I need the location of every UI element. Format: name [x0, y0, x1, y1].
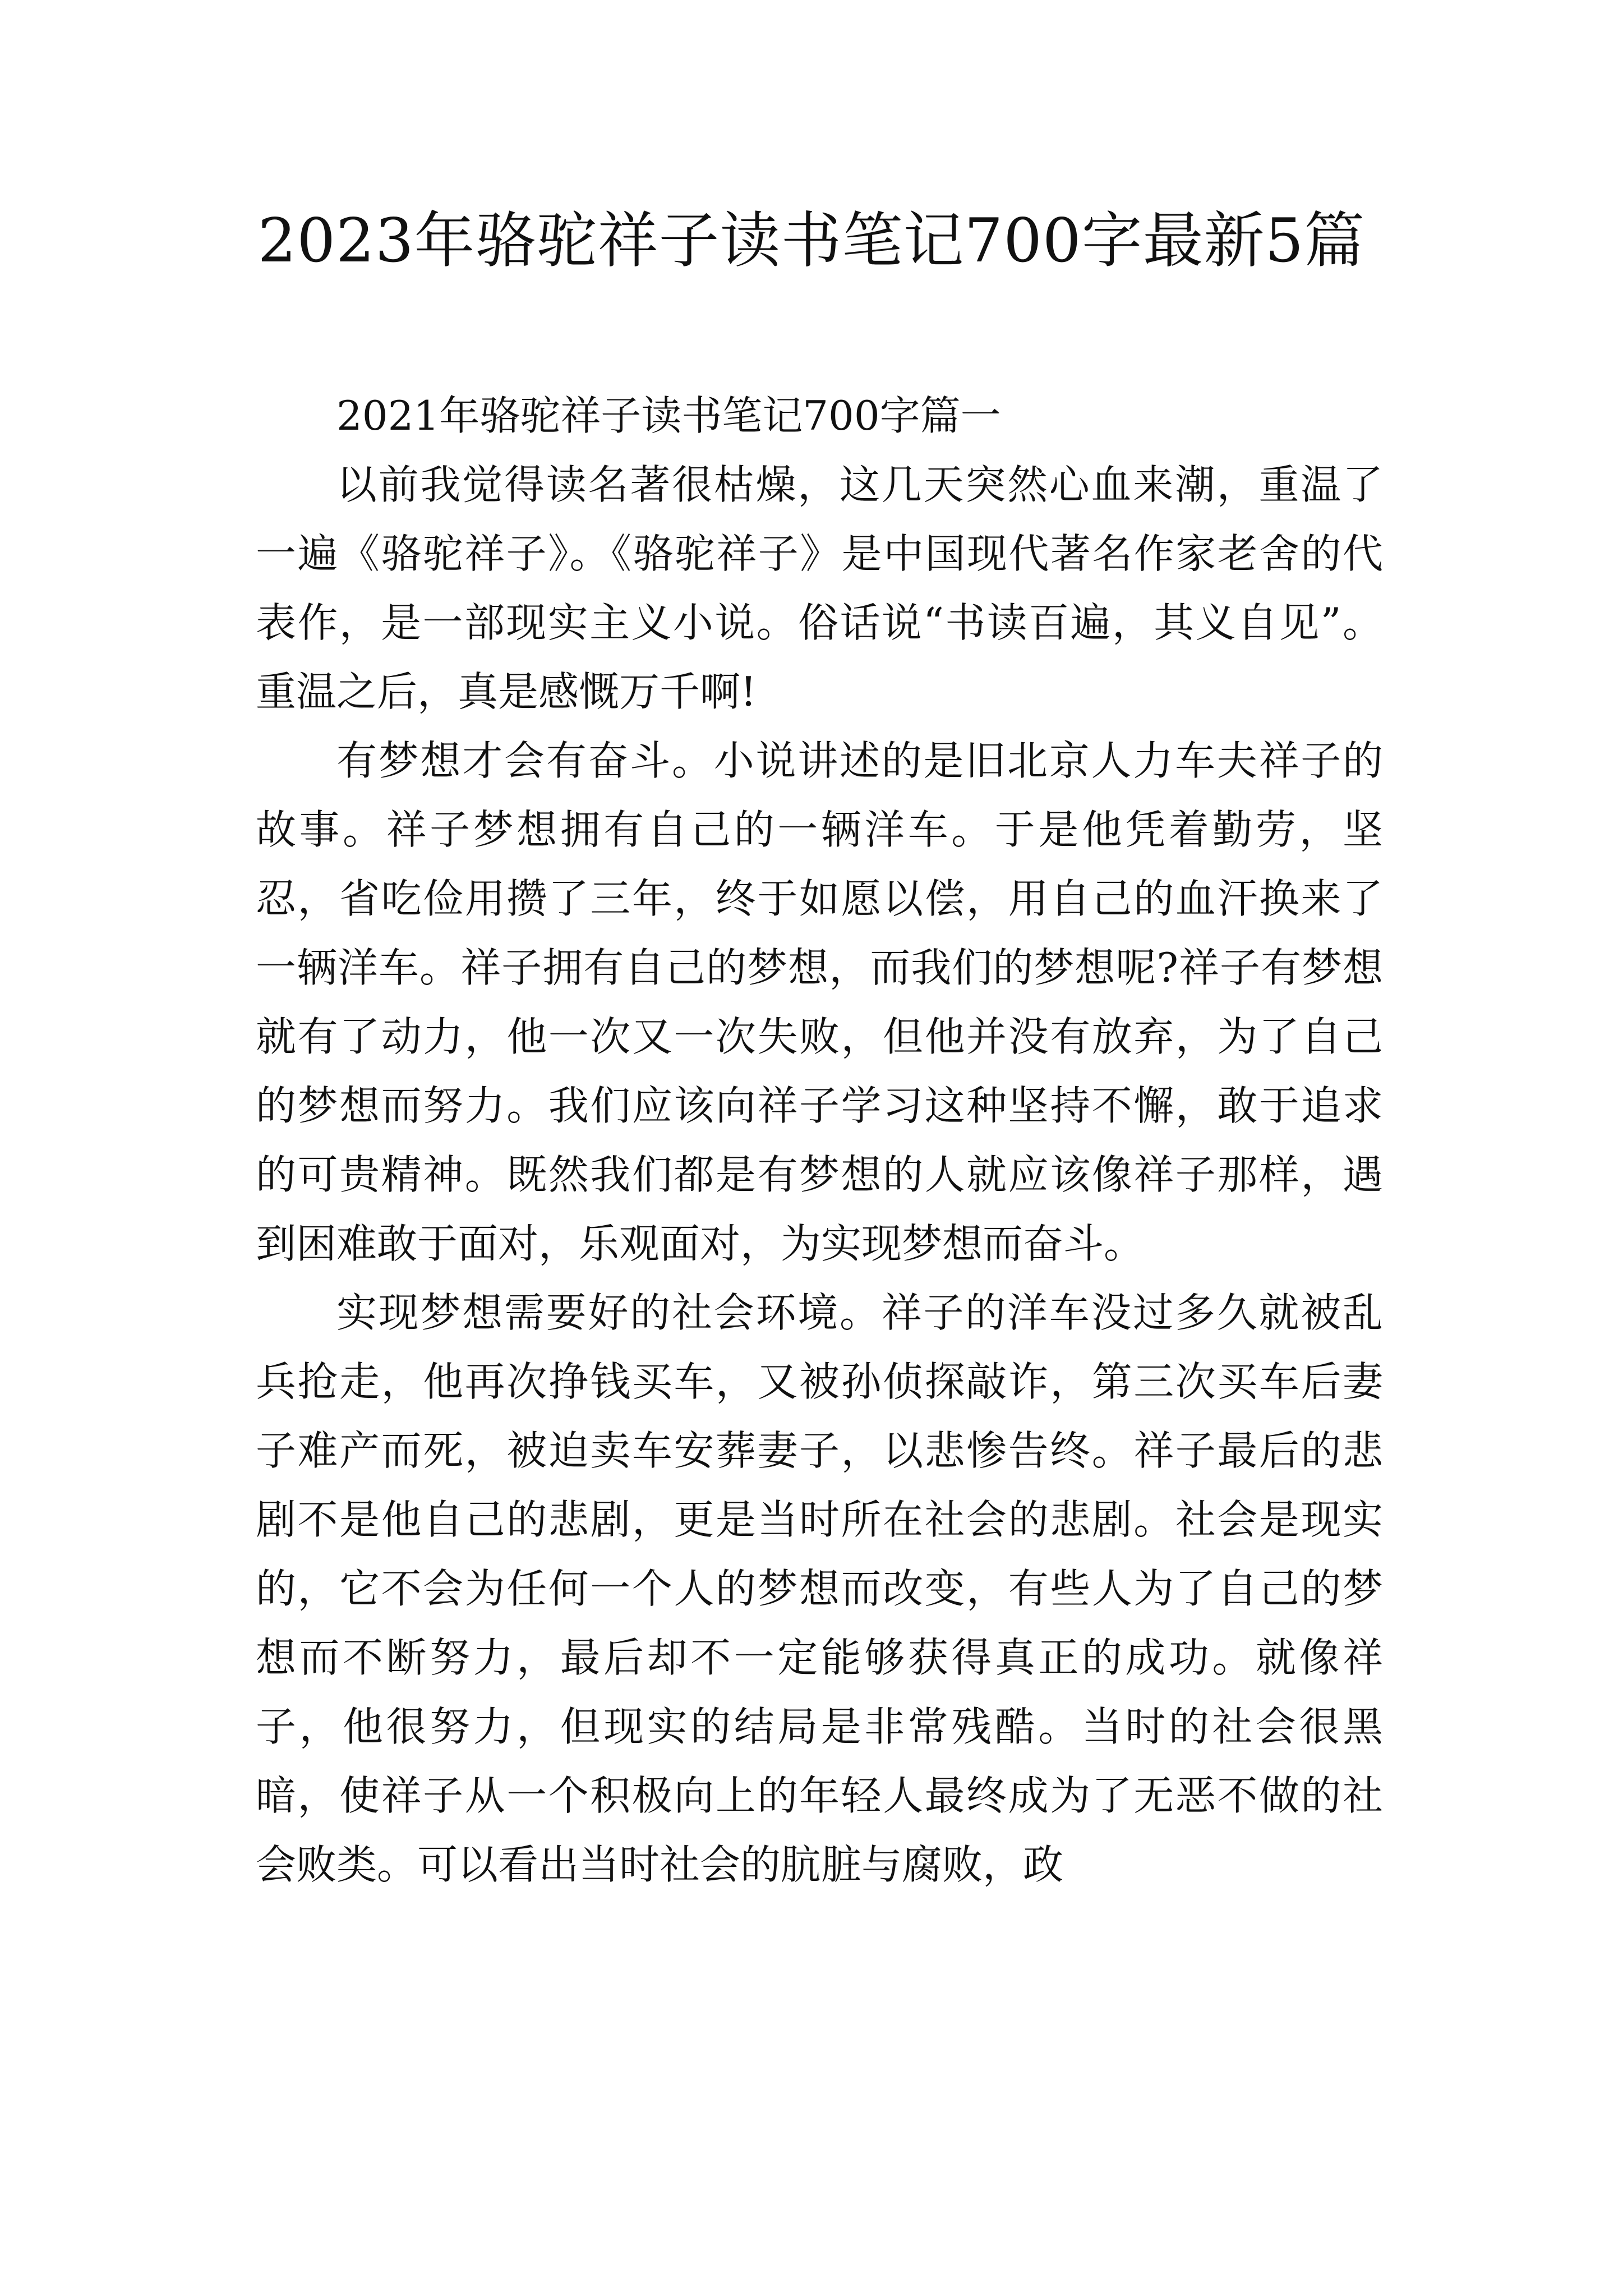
- paragraph: 以前我觉得读名著很枯燥，这几天突然心血来潮，重温了一遍《骆驼祥子》。《骆驼祥子》是中国现代著名作家老舍的代表作，是一部现实主义小说。俗话说“书读百遍，其义自见”。重温之后，真是感慨万千啊!: [256, 461, 1383, 715]
- paragraph: 实现梦想需要好的社会环境。祥子的洋车没过多久就被乱兵抢走，他再次挣钱买车，又被孙侦探敲诈，第三次买车后妻子难产而死，被迫卖车安葬妻子，以悲惨告终。祥子最后的悲剧不是他自己的悲剧，更是当时所在社会的悲剧。社会是现实的，它不会为任何一个人的梦想而改变，有些人为了自己的梦想而不断努力，最后却不一定能够获得真正的成功。就像祥子，他很努力，但现实的结局是非常残酷。当时的社会很黑暗，使祥子从一个积极向上的年轻人最终成为了无恶不做的社会败类。可以看出当时社会的肮脏与腐败，政: [256, 1289, 1383, 1888]
- document-body: [256, 381, 1383, 1899]
- document-title: 2023年骆驼祥子读书笔记700字最新5篇: [257, 206, 1366, 276]
- paragraph: 有梦想才会有奋斗。小说讲述的是旧北京人力车夫祥子的故事。祥子梦想拥有自己的一辆洋车。于是他凭着勤劳，坚忍，省吃俭用攒了三年，终于如愿以偿，用自己的血汗换来了一辆洋车。祥子拥有自己的梦想，而我们的梦想呢?祥子有梦想就有了动力，他一次又一次失败，但他并没有放弃，为了自己的梦想而努力。我们应该向祥子学习这种坚持不懈，敢于追求的可贵精神。既然我们都是有梦想的人就应该像祥子那样，遇到困难敢于面对，乐观面对，为实现梦想而奋斗。: [256, 737, 1383, 1267]
- section-heading: 2021年骆驼祥子读书笔记700字篇一: [336, 392, 1001, 439]
